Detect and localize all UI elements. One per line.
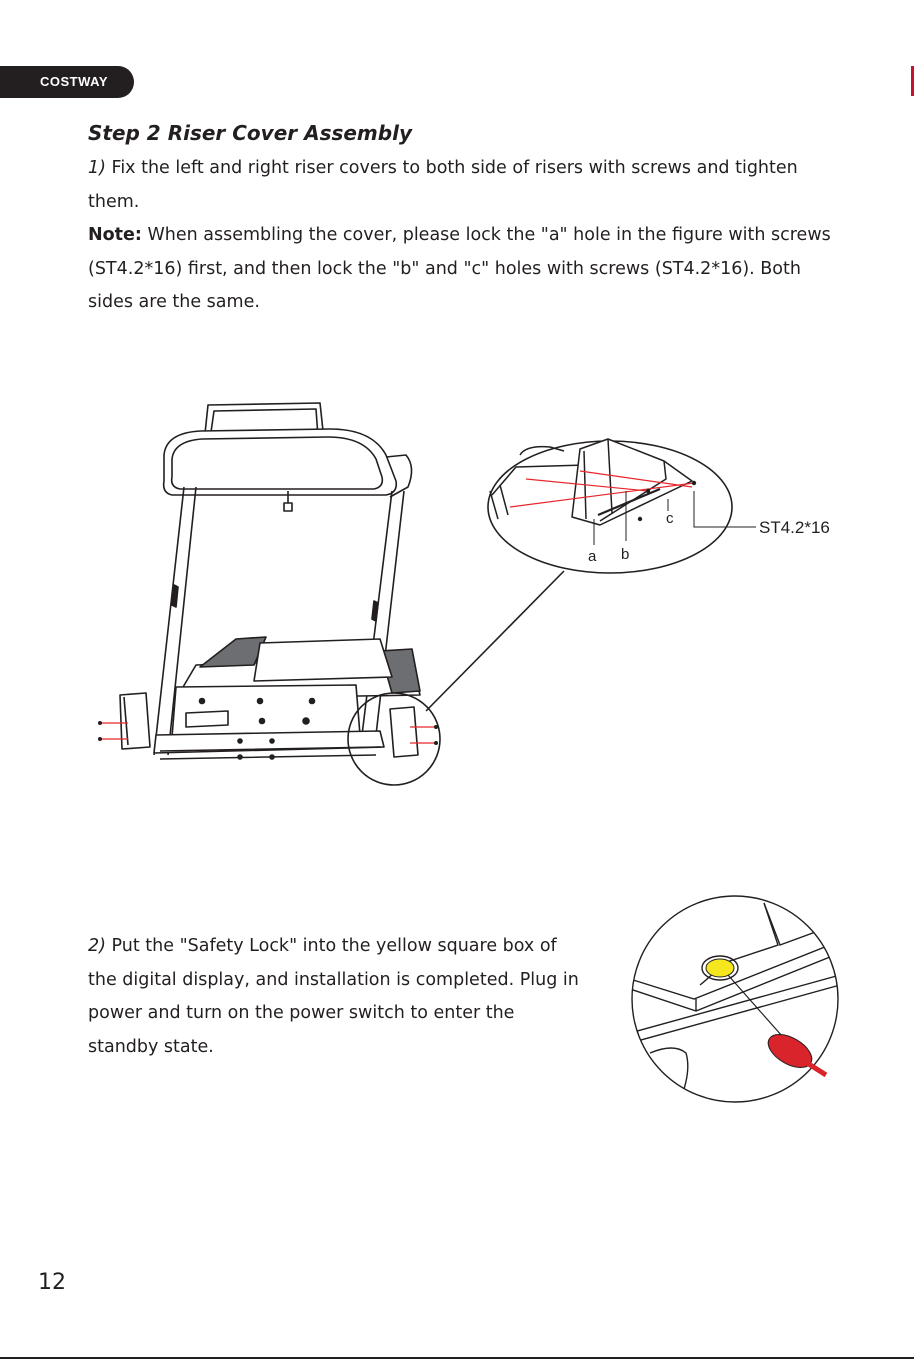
step-1-text: Fix the left and right riser covers to both side of risers with screws and tighten them. [88, 158, 798, 212]
safety-lock-diagram [630, 893, 840, 1105]
hole-a-label: a [588, 548, 597, 565]
hole-b-label: b [621, 546, 630, 563]
step-2-text: Put the "Safety Lock" into the yellow square box of the digital display, and installation is completed. Plug in power and turn on the power switch to enter the standby state. [88, 936, 579, 1057]
hole-c-label: c [666, 510, 674, 527]
page-number: 12 [38, 1270, 66, 1295]
riser-cover-diagram [80, 395, 860, 795]
screw-spec-label: ST4.2*16 [759, 518, 830, 537]
step-title: Step 2 Riser Cover Assembly [88, 121, 412, 145]
note-text: When assembling the cover, please lock the "a" hole in the figure with screws (ST4.2*16) first, and then lock the "b" and "c" holes with screws (ST4.2*16). Both sides are the same. [88, 225, 831, 312]
step-2-number: 2) [88, 936, 106, 956]
assembly-note [88, 219, 848, 320]
brand-logo: COSTWAY [0, 66, 134, 98]
safety-lock-slot-icon [706, 959, 734, 977]
note-label: Note: [88, 225, 142, 245]
instruction-step-2 [88, 930, 588, 1064]
safety-key-icon [763, 1028, 826, 1075]
bottom-rule [0, 1357, 914, 1359]
step-1-number: 1) [88, 158, 106, 178]
instruction-step-1 [88, 152, 848, 219]
